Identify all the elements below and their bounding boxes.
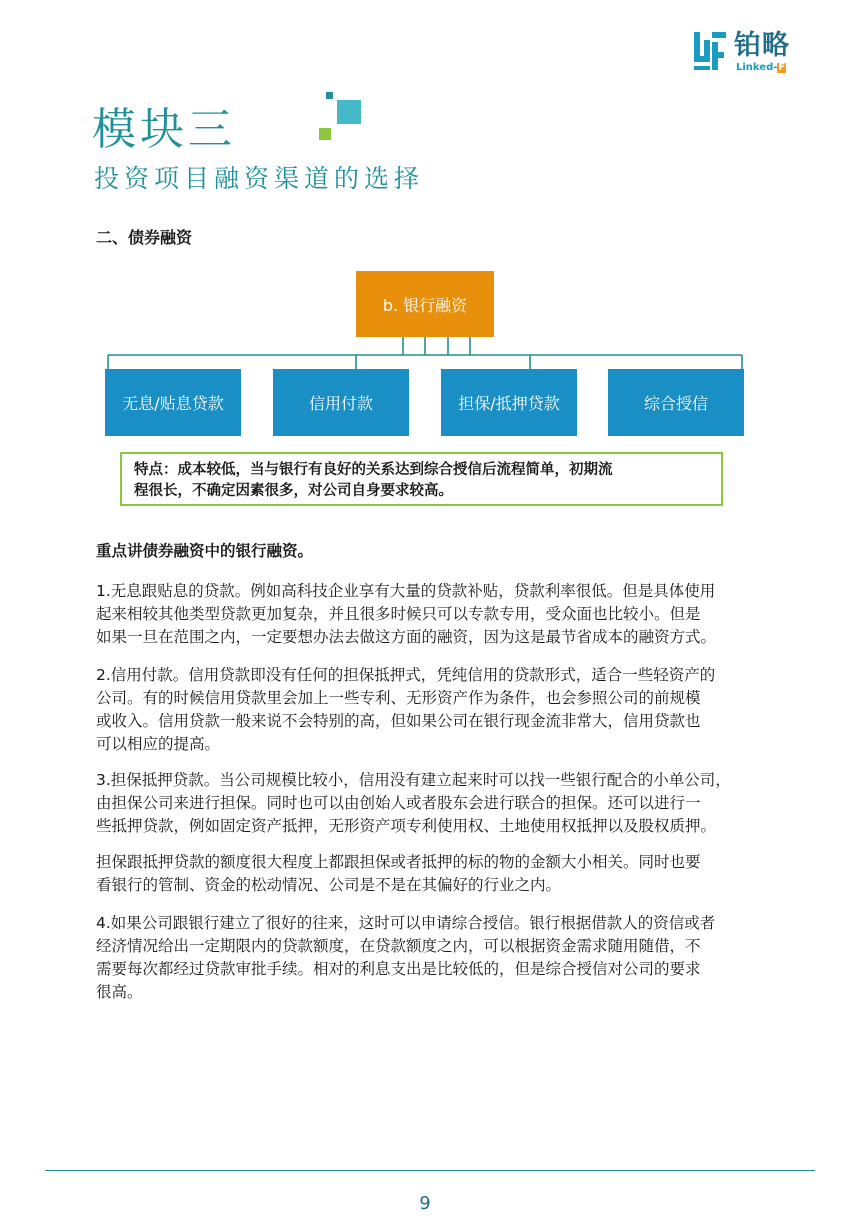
diagram-node-interest-free-loan: 无息/贴息贷款 xyxy=(105,369,241,436)
diagram-node-comprehensive-credit: 综合授信 xyxy=(608,369,744,436)
paragraph-3 xyxy=(96,769,796,838)
logo-en-suffix: F xyxy=(778,62,786,73)
logo-text-en xyxy=(736,62,786,74)
paragraph-line: 3.担保抵押贷款。当公司规模比较小，信用没有建立起来时可以找一些银行配合的小单公司， xyxy=(96,771,731,789)
paragraph-line: 公司。有的时候信用贷款里会加上一些专利、无形资产作为条件，也会参照公司的前规模 xyxy=(96,689,701,707)
paragraph-line: 由担保公司来进行担保。同时也可以由创始人或者股东会进行联合的担保。还可以进行一 xyxy=(96,794,701,812)
section-heading: 二、债券融资 xyxy=(96,228,193,247)
feature-line-2: 程很长，不确定因素很多，对公司自身要求较高。 xyxy=(134,483,453,499)
title-decoration-icon xyxy=(316,90,366,146)
paragraph-5 xyxy=(96,912,796,1004)
paragraph-line: 经济情况给出一定期限内的贷款额度，在贷款额度之内，可以根据资金需求随用随借，不 xyxy=(96,937,701,955)
diagram-node-secured-loan: 担保/抵押贷款 xyxy=(441,369,577,436)
paragraph-line: 看银行的管制、资金的松动情况、公司是不是在其偏好的行业之内。 xyxy=(96,876,562,894)
diagram-node-credit-payment: 信用付款 xyxy=(273,369,409,436)
feature-callout xyxy=(120,452,723,506)
page-number: 9 xyxy=(419,1193,431,1214)
paragraph-line: 如果一旦在范围之内，一定要想办法去做这方面的融资，因为这是最节省成本的融资方式。 xyxy=(96,628,717,646)
paragraph-4 xyxy=(96,851,796,897)
logo-text-cn: 铂略 xyxy=(734,30,790,61)
paragraph-line: 担保跟抵押贷款的额度很大程度上都跟担保或者抵押的标的物的金额大小相关。同时也要 xyxy=(96,853,701,871)
diagram-root-bank-financing: b. 银行融资 xyxy=(356,271,494,337)
logo-mark-icon xyxy=(692,30,728,72)
paragraph-1 xyxy=(96,580,796,649)
paragraph-line: 或收入。信用贷款一般来说不会特别的高，但如果公司在银行现金流非常大，信用贷款也 xyxy=(96,712,701,730)
paragraph-line: 些抵押贷款，例如固定资产抵押，无形资产项专利使用权、土地使用权抵押以及股权质押。 xyxy=(96,817,717,835)
footer-divider xyxy=(45,1170,815,1171)
module-subtitle: 投资项目融资渠道的选择 xyxy=(94,164,425,193)
paragraph-2 xyxy=(96,664,796,756)
paragraph-line: 可以相应的提高。 xyxy=(96,735,221,753)
paragraph-line: 需要每次都经过贷款审批手续。相对的利息支出是比较低的，但是综合授信对公司的要求 xyxy=(96,960,701,978)
feature-line-1: 特点：成本较低，当与银行有良好的关系达到综合授信后流程简单，初期流 xyxy=(134,462,613,478)
paragraph-line: 起来相较其他类型贷款更加复杂，并且很多时候只可以专款专用，受众面也比较小。但是 xyxy=(96,605,701,623)
brand-logo xyxy=(692,30,812,74)
module-title: 模块三 xyxy=(92,104,236,155)
paragraph-line: 很高。 xyxy=(96,983,143,1001)
paragraph-line: 2.信用付款。信用贷款即没有任何的担保抵押式，凭纯信用的贷款形式，适合一些轻资产的 xyxy=(96,666,716,684)
diagram-connectors xyxy=(0,0,850,520)
body-lead: 重点讲债券融资中的银行融资。 xyxy=(96,542,314,560)
paragraph-line: 1.无息跟贴息的贷款。例如高科技企业享有大量的贷款补贴，贷款利率很低。但是具体使用 xyxy=(96,582,716,600)
paragraph-line: 4.如果公司跟银行建立了很好的往来，这时可以申请综合授信。银行根据借款人的资信或者 xyxy=(96,914,716,932)
logo-en-prefix: Linked- xyxy=(736,62,778,73)
